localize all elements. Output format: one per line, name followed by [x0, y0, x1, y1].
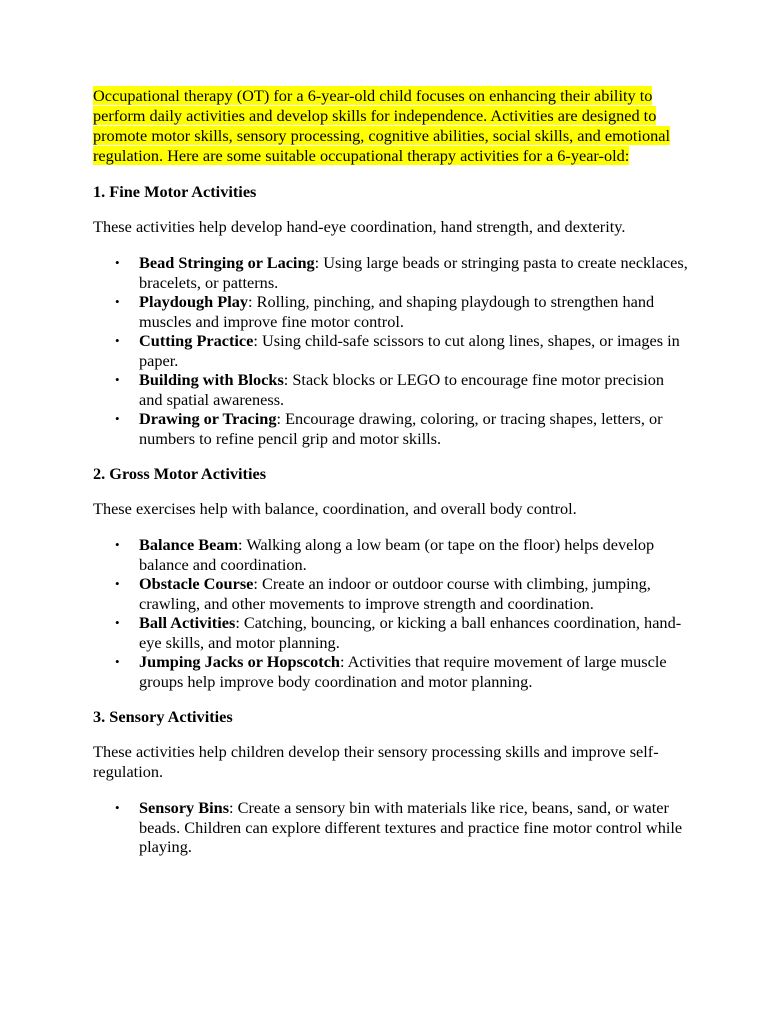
- activity-description: : Rolling, pinching, and shaping playdough to strengthen hand muscles and improve fine motor control.: [139, 292, 655, 331]
- activity-term: Jumping Jacks or Hopscotch: [139, 652, 340, 671]
- bullet-icon: •: [115, 333, 120, 348]
- activity-description: : Create a sensory bin with materials like rice, beans, sand, or water beads. Children can explore different textures and practice fine motor control while playing.: [139, 798, 683, 856]
- bullet-icon: •: [115, 654, 120, 669]
- bullet-icon: •: [115, 800, 120, 815]
- activity-item: [93, 253, 688, 292]
- bullet-icon: •: [115, 294, 120, 309]
- activity-list: [93, 535, 688, 691]
- activity-description: : Walking along a low beam (or tape on the floor) helps develop balance and coordination.: [139, 535, 655, 574]
- activity-description: : Using large beads or stringing pasta to create necklaces, bracelets, or patterns.: [139, 253, 688, 292]
- bullet-icon: •: [115, 411, 120, 426]
- bullet-icon: •: [115, 537, 120, 552]
- activity-description: : Stack blocks or LEGO to encourage fine motor precision and spatial awareness.: [139, 370, 665, 409]
- activity-term: Sensory Bins: [139, 798, 230, 817]
- section-heading: 3. Sensory Activities: [93, 707, 233, 726]
- activity-item: [93, 652, 688, 691]
- activity-description: : Encourage drawing, coloring, or tracing shapes, letters, or numbers to refine pencil grip and motor skills.: [139, 409, 663, 448]
- sections-container: [93, 182, 688, 857]
- activity-list: [93, 253, 688, 448]
- activity-description: : Catching, bouncing, or kicking a ball enhances coordination, hand-eye skills, and motor planning.: [139, 613, 682, 652]
- intro-paragraph: [93, 86, 688, 166]
- section-heading: 1. Fine Motor Activities: [93, 182, 257, 201]
- activity-item: [93, 574, 688, 613]
- activity-term: Drawing or Tracing: [139, 409, 277, 428]
- activity-list: [93, 798, 688, 857]
- activity-term: Playdough Play: [139, 292, 249, 311]
- activity-term: Bead Stringing or Lacing: [139, 253, 315, 272]
- section-description: These exercises help with balance, coordination, and overall body control.: [93, 499, 577, 518]
- activity-description: : Activities that require movement of large muscle groups help improve body coordination and motor planning.: [139, 652, 667, 691]
- activity-term: Cutting Practice: [139, 331, 254, 350]
- activity-item: [93, 409, 688, 448]
- activity-term: Ball Activities: [139, 613, 236, 632]
- activity-description: : Using child-safe scissors to cut along lines, shapes, or images in paper.: [139, 331, 680, 370]
- activity-item: [93, 798, 688, 857]
- document-page: [93, 86, 688, 873]
- activity-item: [93, 535, 688, 574]
- activity-term: Building with Blocks: [139, 370, 284, 389]
- activity-description: : Create an indoor or outdoor course with climbing, jumping, crawling, and other movements to improve strength and coordination.: [139, 574, 651, 613]
- activity-item: [93, 613, 688, 652]
- bullet-icon: •: [115, 372, 120, 387]
- activity-item: [93, 331, 688, 370]
- intro-highlighted-text: Occupational therapy (OT) for a 6-year-old child focuses on enhancing their ability to perform daily activities and develop skills for independence. Activities are designed to promote motor skills, sensory processing, cognitive abilities, social skills, and emotional regulation. Here are some suitable occupational therapy activities for a 6-year-old:: [93, 86, 670, 165]
- bullet-icon: •: [115, 576, 120, 591]
- bullet-icon: •: [115, 615, 120, 630]
- activity-item: [93, 292, 688, 331]
- section-heading: 2. Gross Motor Activities: [93, 464, 267, 483]
- activity-term: Balance Beam: [139, 535, 239, 554]
- section-description: These activities help develop hand-eye coordination, hand strength, and dexterity.: [93, 217, 626, 236]
- section-description: These activities help children develop their sensory processing skills and improve self-regulation.: [93, 742, 659, 781]
- activity-term: Obstacle Course: [139, 574, 254, 593]
- bullet-icon: •: [115, 255, 120, 270]
- activity-item: [93, 370, 688, 409]
